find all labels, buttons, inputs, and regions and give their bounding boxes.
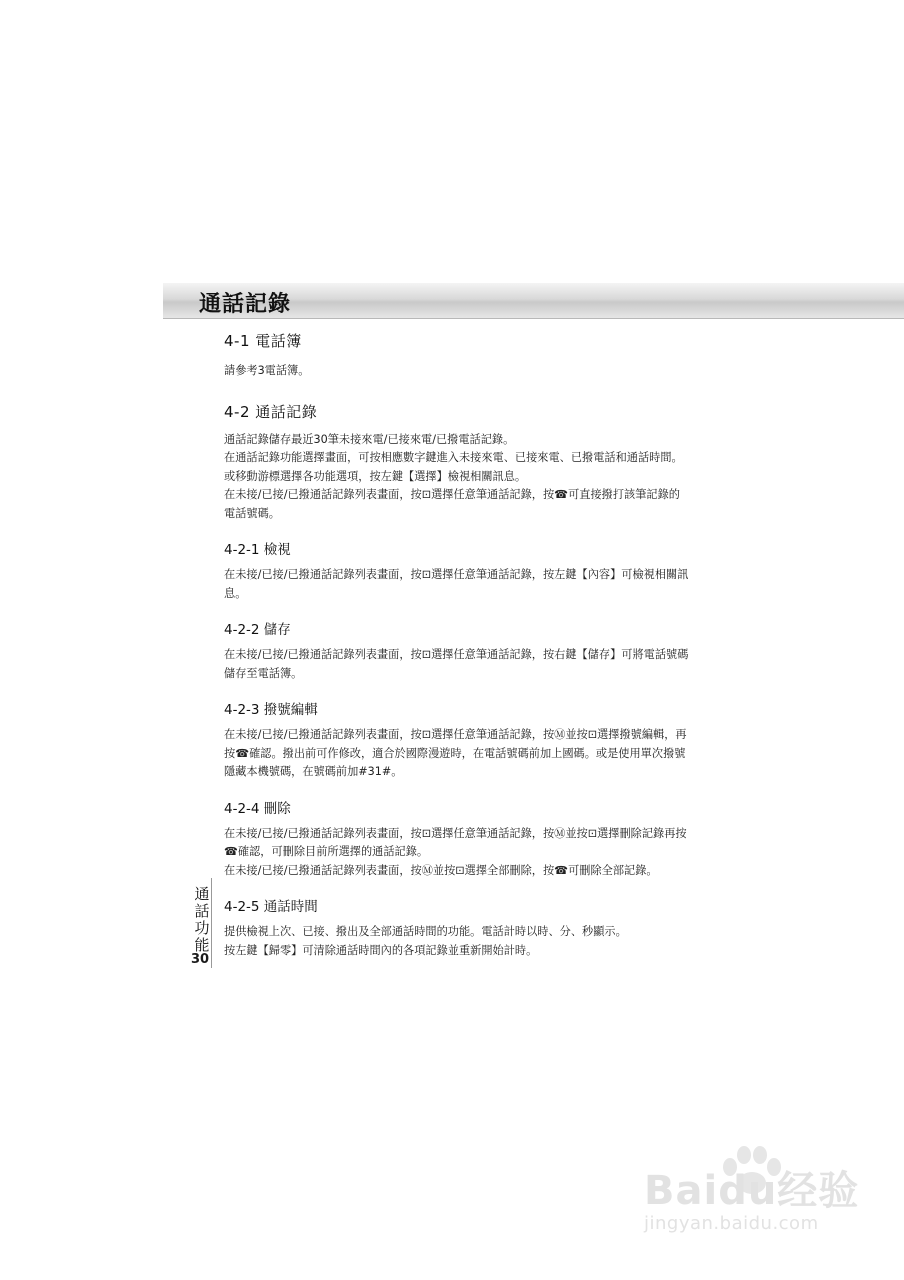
- subsection-paragraph: 在未接/已接/已撥通話記錄列表畫面，按⊡選擇任意筆通話記錄，按Ⓜ並按⊡選擇刪除記錄再按☎確認，可刪除目前所選擇的通話記錄。: [224, 826, 687, 858]
- chapter-title: 通話記錄: [199, 292, 292, 317]
- side-chapter-label: 通話功能: [194, 885, 210, 954]
- subsection-paragraph: 按左鍵【歸零】可清除通話時間內的各項記錄並重新開始計時。: [224, 943, 538, 957]
- chapter-banner: [163, 283, 904, 319]
- page-content: [224, 330, 690, 960]
- subsection-heading-4-2-1: 4-2-1 檢視: [224, 542, 291, 558]
- page-number: 30: [191, 952, 210, 967]
- section-paragraph: 在未接/已接/已撥通話記錄列表畫面，按⊡選擇任意筆通話記錄，按☎可直接撥打該筆記錄的電話號碼。: [224, 488, 680, 520]
- section-paragraph: 在通話記錄功能選擇畫面，可按相應數字鍵進入未接來電、已接來電、已撥電話和通話時間。或移動游標選擇各功能選項，按左鍵【選擇】檢視相關訊息。: [224, 451, 683, 483]
- watermark-logo: Baidu经验: [644, 1168, 860, 1214]
- subsection-heading-4-2-2: 4-2-2 儲存: [224, 622, 291, 638]
- section-paragraph: 通話記錄儲存最近30筆未接來電/已接來電/已撥電話記錄。: [224, 432, 515, 446]
- subsection-heading-4-2-3: 4-2-3 撥號編輯: [224, 702, 318, 718]
- watermark: [644, 1145, 864, 1255]
- subsection-paragraph: 在未接/已接/已撥通話記錄列表畫面，按⊡選擇任意筆通話記錄，按Ⓜ並按⊡選擇撥號編輯，再按☎確認。撥出前可作修改，適合於國際漫遊時，在電話號碼前加上國碼。或是使用單次撥號隱藏本機號碼，在號碼前加#31#。: [224, 728, 687, 778]
- subsection-paragraph: 在未接/已接/已撥通話記錄列表畫面，按⊡選擇任意筆通話記錄，按右鍵【儲存】可將電話號碼儲存至電話簿。: [224, 648, 689, 680]
- subsection-heading-4-2-4: 4-2-4 刪除: [224, 800, 291, 817]
- section-heading-4-1: 4-1 電話簿: [224, 332, 302, 350]
- subsection-paragraph: 在未接/已接/已撥通話記錄列表畫面，按⊡選擇任意筆通話記錄，按左鍵【內容】可檢視相關訊息。: [224, 568, 689, 600]
- section-heading-4-2: 4-2 通話記錄: [224, 402, 318, 421]
- subsection-paragraph: 提供檢視上次、已接、撥出及全部通話時間的功能。電話計時以時、分、秒顯示。: [224, 925, 627, 938]
- watermark-url: jingyan.baidu.com: [644, 1213, 819, 1234]
- subsection-paragraph: 在未接/已接/已撥通話記錄列表畫面，按Ⓜ並按⊡選擇全部刪除，按☎可刪除全部記錄。: [224, 863, 658, 877]
- subsection-heading-4-2-5: 4-2-5 通話時間: [224, 899, 318, 915]
- section-paragraph: 請參考3電話簿。: [224, 364, 310, 377]
